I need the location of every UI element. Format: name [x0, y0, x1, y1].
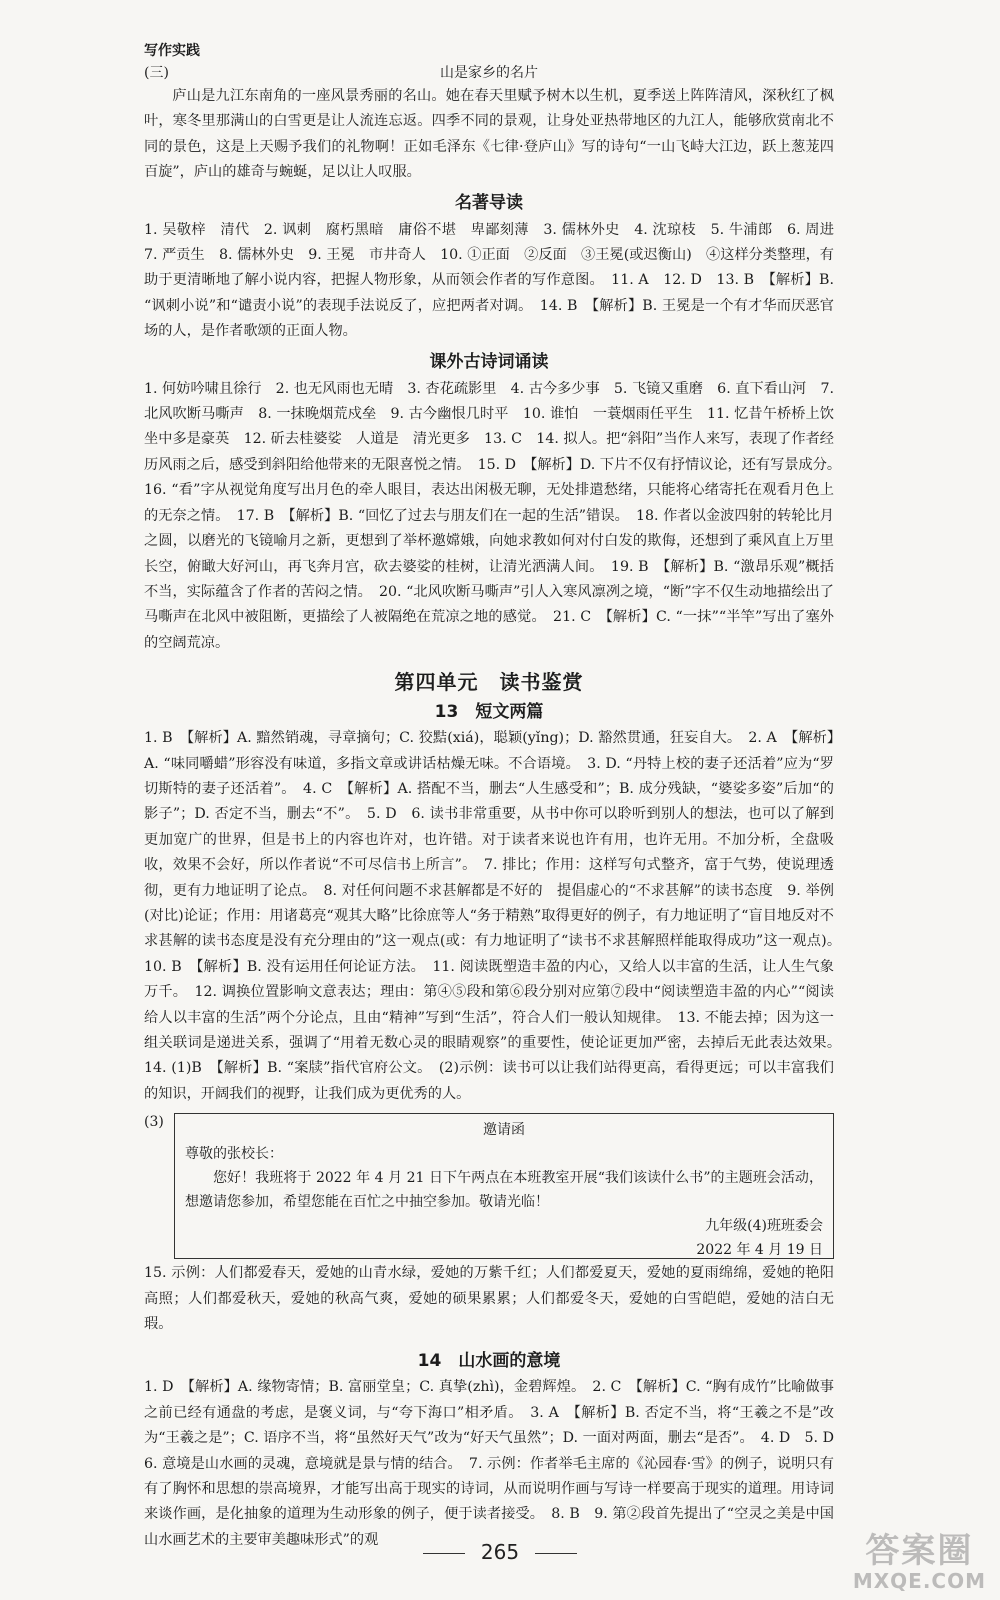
gushi-answers: 1. 何妨吟啸且徐行 2. 也无风雨也无晴 3. 杏花疏影里 4. 古今多少事 5. 飞镜又重磨 6. 直下看山河 7. 北风吹断马嘶声 8. 一抹晚烟荒戍垒 9. 古今幽恨几时平 10. 谁怕 一蓑烟雨任平生 11. 忆昔午桥桥上饮 坐中多是豪英 12. 斫去桂婆娑 人道是 清光更多 13. C 14. 拟人。把“斜阳”当作人来写，表现了作者经历风雨之后，感受到斜阳给他带来的无限喜悦之情。 15. D 【解析】D. 下片不仅有抒情议论，还有写景成分。 16. “看”字从视觉角度写出月色的牵人眼目，表达出闲极无聊，无处排遣愁绪，只能将心绪寄托在观看月色上的无奈之情。 17. B 【解析】B. “回忆了过去与朋友们在一起的生活”错误。 18. 作者以金波四射的转轮比月之圆，以磨光的飞镜喻月之新，更想到了举杯邀嫦娥，向她求教如何对付白发的欺侮，还想到了乘风直上万里长空，俯瞰大好河山，再飞奔月宫，砍去婆娑的桂树，让清光洒满人间。 19. B 【解析】B. “激昂乐观”概括不当，实际蕴含了作者的苦闷之情。 20. “北风吹断马嘶声”引人入寒风凛冽之境，“断”字不仅生动地描绘出了马嘶声在北风中被阻断，更描绘了人被隔绝在荒凉之地的感觉。 21. C 【解析】C. “一抹”“半竿”写出了塞外的空阔荒凉。: [144, 380, 849, 651]
writing-heading: 写作实践: [144, 43, 200, 59]
watermark-text: MXQE.COM: [852, 1569, 986, 1593]
unit4-section: [144, 666, 849, 1553]
watermark-mark: 答案圈: [865, 1531, 974, 1571]
essay-title-row: [144, 62, 834, 84]
essay-title: 山是家乡的名片: [440, 65, 538, 81]
lesson13-title: 13 短文两篇: [434, 702, 544, 723]
gushi-section: [144, 347, 849, 656]
invitation-signer: 九年级(4)班班委会: [705, 1218, 823, 1235]
page-footer: [0, 1540, 1000, 1564]
invitation-body: 您好！我班将于 2022 年 4 月 21 日下午两点在本班教室开展“我们该读什么书”的主题班会活动，想邀请您参加，希望您能在百忙之中抽空参加。敬请光临！: [185, 1170, 823, 1211]
invitation-row: [144, 1111, 834, 1261]
lesson14-title: 14 山水画的意境: [417, 1351, 561, 1372]
essay-body: 庐山是九江东南角的一座风景秀丽的名山。她在春天里赋予树木以生机，夏季送上阵阵清风，深秋红了枫叶，寒冬里那满山的白雪更是让人流连忘返。四季不同的景观，让身处亚热带地区的九江人，能够欣赏南北不同的景色，这是上天赐予我们的礼物啊！正如毛泽东《七律·登庐山》写的诗句“一山飞峙大江边，跃上葱茏四百旋”，庐山的雄奇与蜿蜒，足以让人叹服。: [144, 88, 834, 181]
footer-left-dash: [423, 1553, 465, 1554]
unit4-title: 第四单元 读书鉴赏: [394, 670, 584, 695]
mingzhu-section: [144, 188, 849, 345]
answer-page: [144, 40, 849, 1553]
invitation-date: 2022 年 4 月 19 日: [696, 1242, 823, 1259]
site-watermark: [853, 1532, 986, 1592]
writing-practice-section: [144, 40, 834, 186]
essay-number: (三): [144, 65, 169, 81]
lesson13-q15: 15. 示例：人们都爱春天，爱她的山青水绿，爱她的万紫千红；人们都爱夏天，爱她的夏雨绵绵，爱她的艳阳高照；人们都爱秋天，爱她的秋高气爽，爱她的硕果累累；人们都爱冬天，爱她的白雪皑皑，爱她的洁白无瑕。: [144, 1265, 834, 1333]
invitation-label: (3): [144, 1114, 164, 1131]
mingzhu-title: 名著导读: [455, 192, 523, 213]
footer-right-dash: [535, 1553, 577, 1554]
page-number: 265: [480, 1540, 520, 1564]
mingzhu-answers: 1. 吴敬梓 清代 2. 讽刺 腐朽黑暗 庸俗不堪 卑鄙刻薄 3. 儒林外史 4. 沈琼枝 5. 牛浦郎 6. 周进 7. 严贡生 8. 儒林外史 9. 王冕 市井奇人 10. ①正面 ②反面 ③王冕(或迟衡山) ④这样分类整理，有助于更清晰地了解小说内容，把握人物形象，从而领会作者的写作意图。 11. A 12. D 13. B 【解析】B. “讽刺小说”和“谴责小说”的表现手法说反了，应把两者对调。 14. B 【解析】B. 王冕是一个有才华而厌恶官场的人，是作者歌颂的正面人物。: [144, 221, 849, 340]
invitation-box: [174, 1113, 834, 1259]
lesson14-answers: 1. D 【解析】A. 缘物寄情；B. 富丽堂皇；C. 真挚(zhì)，金碧辉煌。 2. C 【解析】C. “胸有成竹”比喻做事之前已经有通盘的考虑，是褒义词，与“夸下海口”相矛盾。 3. A 【解析】B. 否定不当，将“王羲之不是”改为“王羲之是”；C. 语序不当，将“虽然好天气”改为“好天气虽然”；D. 一面对两面，删去“是否”。 4. D 5. D 6. 意境是山水画的灵魂，意境就是景与情的结合。 7. 示例：作者举毛主席的《沁园春·雪》的例子，说明只有有了胸怀和思想的崇高境界，才能写出高于现实的诗词，从而说明作画与写诗一样要高于现实的道理。用诗词来谈作画，是化抽象的道理为生动形象的例子，便于读者接受。 8. B 9. 第②段首先提出了“空灵之美是中国山水画艺术的主要审美趣味形式”的观: [144, 1379, 849, 1548]
invitation-greeting: 尊敬的张校长：: [185, 1146, 283, 1163]
lesson13-answers: 1. B 【解析】A. 黯然销魂，寻章摘句；C. 狡黠(xiá)，聪颖(yǐng)；D. 豁然贯通，狂妄自大。 2. A 【解析】A. “味同嚼蜡”形容没有味道，多指文章或讲话枯燥无味。不合语境。 3. D. “丹特上校的妻子还活着”应为“罗切斯特的妻子还活着”。 4. C 【解析】A. 搭配不当，删去“人生感受和”；B. 成分残缺，“婆娑多姿”后加“的影子”；D. 否定不当，删去“不”。 5. D 6. 读书非常重要，从书中你可以聆听到别人的想法，也可以了解到更加宽广的世界，但是书上的内容也许对，也许错。对于读者来说也许有用，也许无用。不加分析，全盘吸收，效果不会好，所以作者说“不可尽信书上所言”。 7. 排比；作用：这样写句式整齐，富于气势，使说理透彻，更有力地证明了论点。 8. 对任何问题不求甚解都是不好的 提倡虚心的“不求甚解”的读书态度 9. 举例(对比)论证；作用：用诸葛亮“观其大略”比徐庶等人“务于精熟”取得更好的例子，有力地证明了“盲目地反对不求甚解的读书态度是没有充分理由的”这一观点(或：有力地证明了“读书不求甚解照样能取得成功”这一观点)。 10. B 【解析】B. 没有运用任何论证方法。 11. 阅读既塑造丰盈的内心，又给人以丰富的生活，让人生气象万千。 12. 调换位置影响文意表达；理由：第④⑤段和第⑥段分别对应第⑦段中“阅读塑造丰盈的内心”“阅读给人以丰富的生活”两个分论点，且由“精神”写到“生活”，符合人们一般认知规律。 13. 不能去掉；因为这一组关联词是递进关系，强调了“用着无数心灵的眼睛观察”的重要性，使论证更加严密，去掉后无此表达效果。 14. (1)B 【解析】B. “案牍”指代官府公文。 (2)示例：读书可以让我们站得更高，看得更远；可以丰富我们的知识，开阔我们的视野，让我们成为更优秀的人。: [144, 730, 849, 1102]
invitation-title: 邀请函: [483, 1122, 525, 1139]
gushi-title: 课外古诗词诵读: [429, 351, 549, 372]
